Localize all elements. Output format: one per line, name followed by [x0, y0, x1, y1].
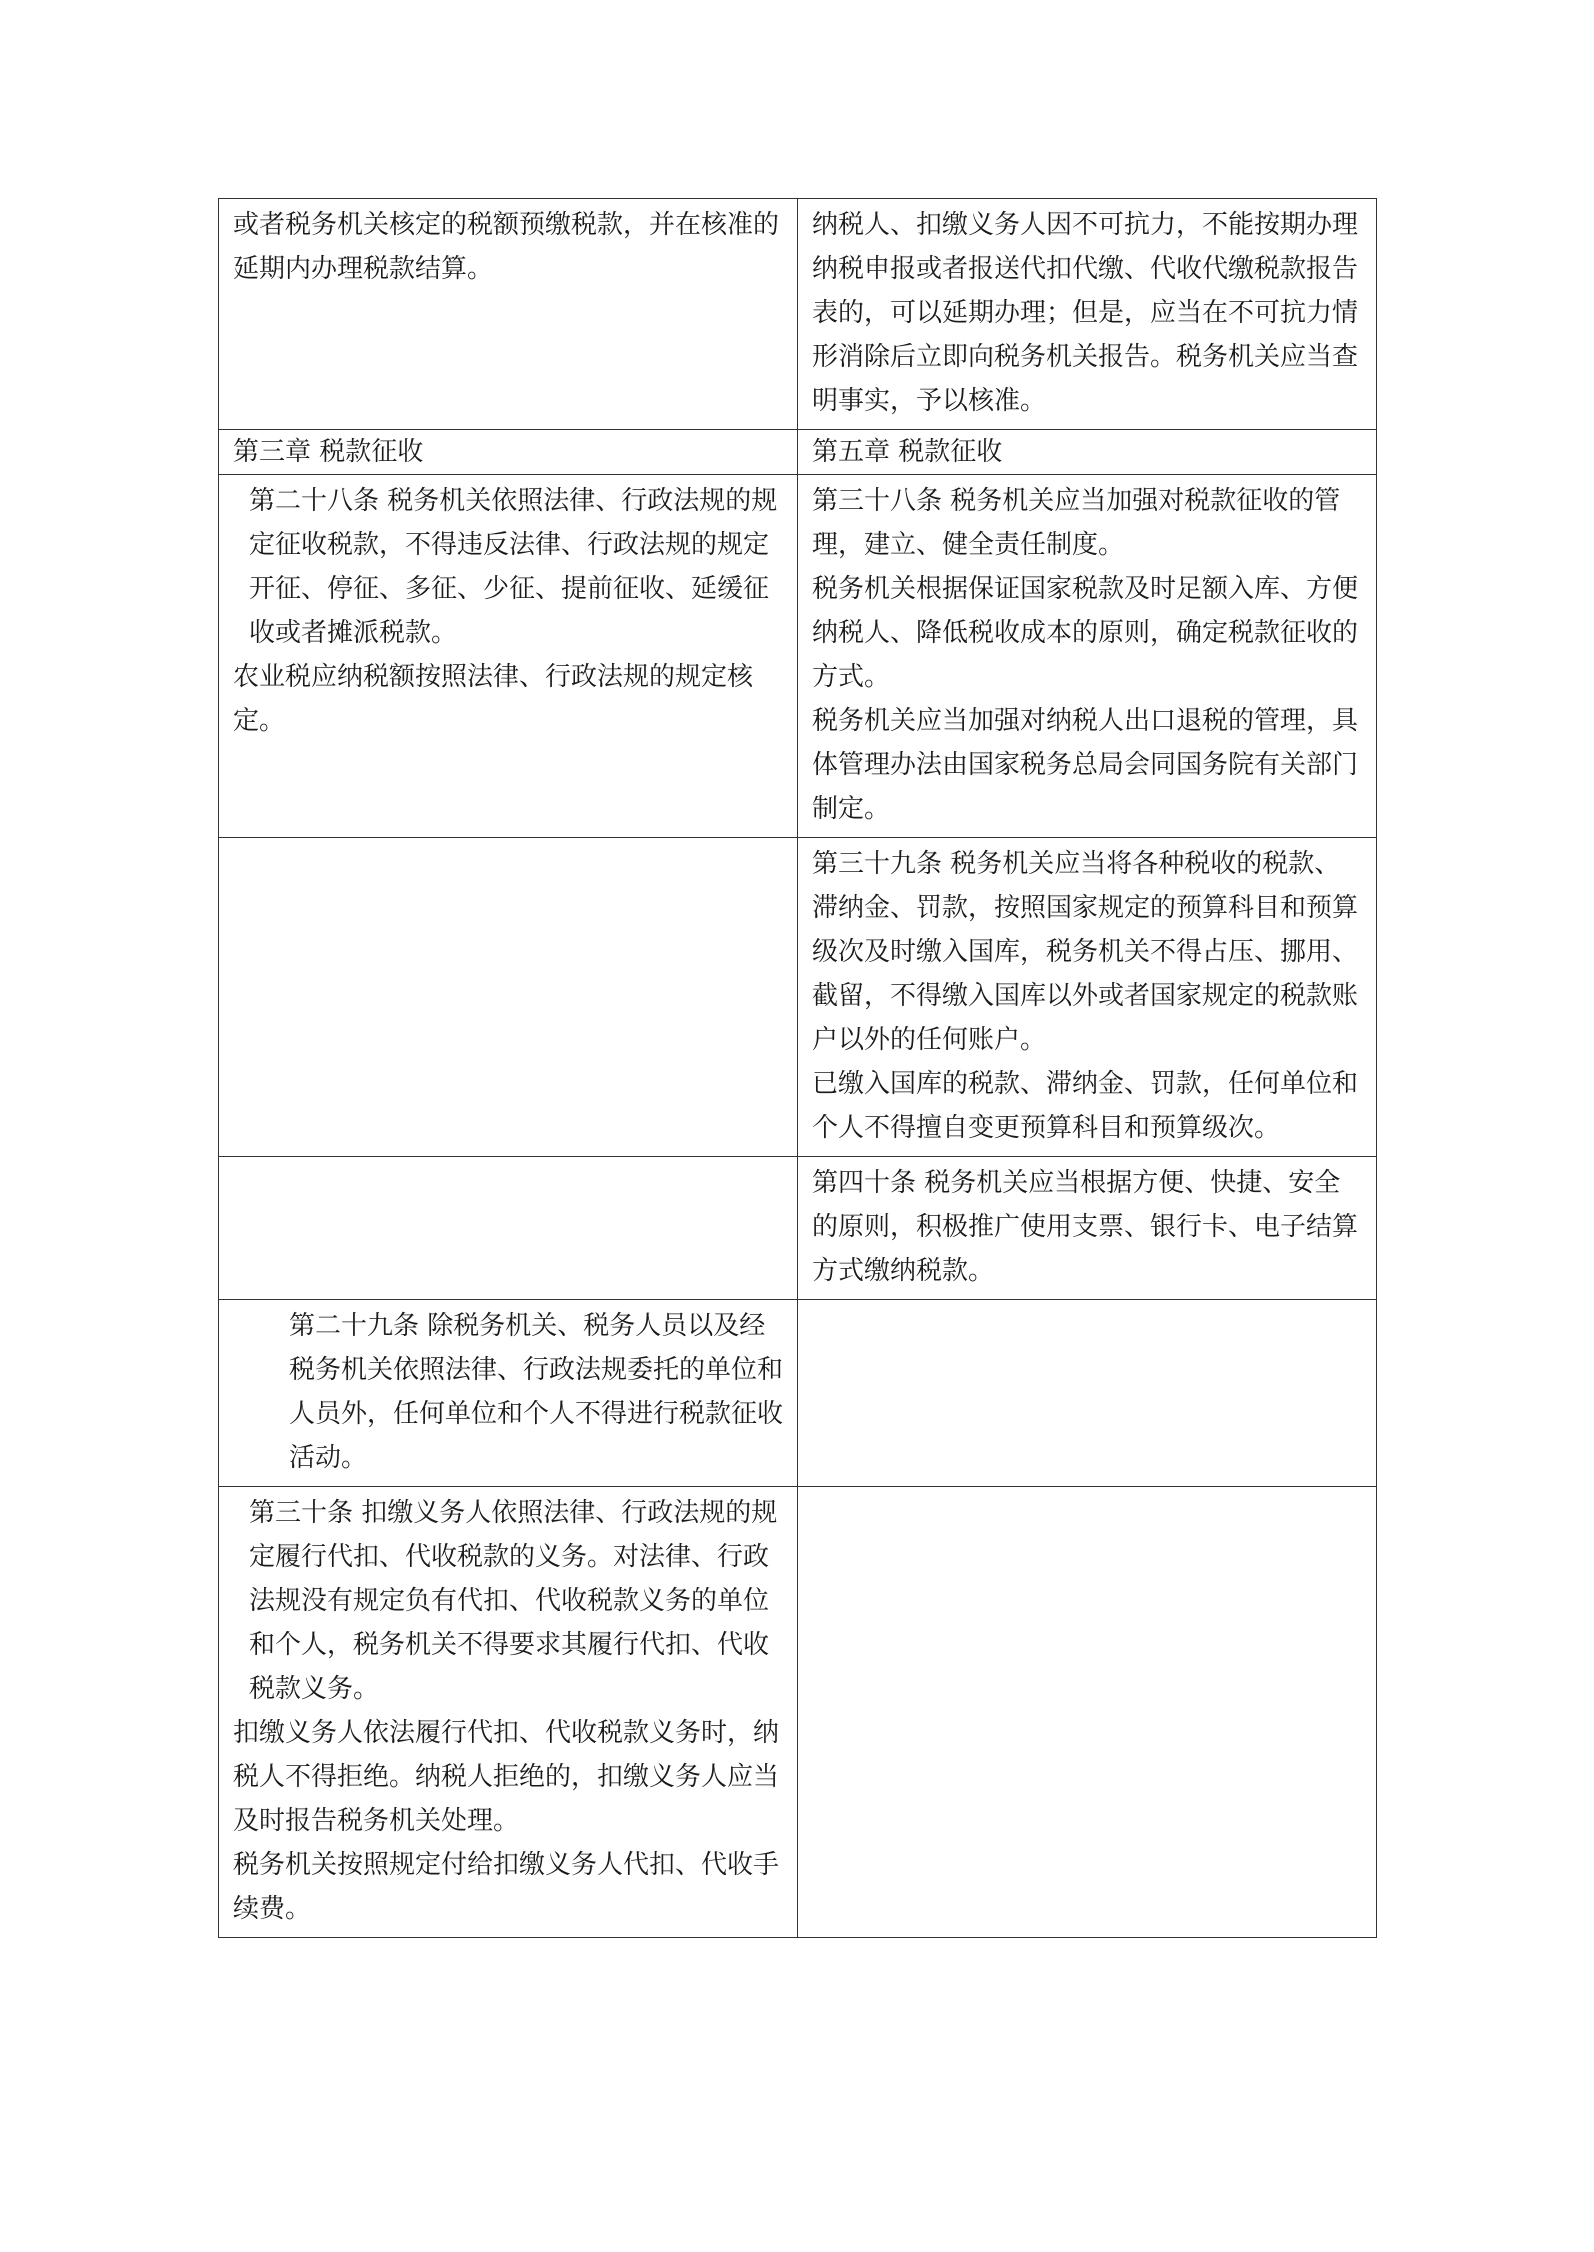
article-29-paragraph: 第二十九条 除税务机关、税务人员以及经税务机关依照法律、行政法规委托的单位和人员外，任何单位和个人不得进行税款征收活动。: [289, 1311, 784, 1473]
new-law-chapter-heading: [798, 430, 1377, 475]
old-law-cell: [219, 475, 798, 838]
table-row: [219, 1300, 1377, 1487]
new-law-cell: [798, 199, 1377, 430]
old-law-cell: [219, 199, 798, 430]
chapter-title: 第三章 税款征收: [233, 437, 424, 467]
new-law-cell: [798, 475, 1377, 838]
article-28-paragraph: 农业税应纳税额按照法律、行政法规的规定核定。: [233, 662, 754, 736]
article-28-paragraph: 第二十八条 税务机关依照法律、行政法规的规定征收税款，不得违反法律、行政法规的规定开征、停征、多征、少征、提前征收、延缓征收或者摊派税款。: [249, 486, 778, 648]
chapter-title: 第五章 税款征收: [812, 437, 1003, 467]
article-38-paragraph: 税务机关根据保证国家税款及时足额入库、方便纳税人、降低税收成本的原则，确定税款征收的方式。: [812, 574, 1359, 692]
table-row: [219, 1487, 1377, 1938]
article-38-paragraph: 税务机关应当加强对纳税人出口退税的管理，具体管理办法由国家税务总局会同国务院有关部门制定。: [812, 706, 1359, 824]
new-law-cell: [798, 1157, 1377, 1300]
old-law-cell: [219, 1300, 798, 1487]
table-row: [219, 199, 1377, 430]
new-law-cell-empty: [798, 1487, 1377, 1938]
old-law-cell: [219, 1487, 798, 1938]
article-39-paragraph: 已缴入国库的税款、滞纳金、罚款，任何单位和个人不得擅自变更预算科目和预算级次。: [812, 1069, 1359, 1143]
article-38-paragraph: 第三十八条 税务机关应当加强对税款征收的管理，建立、健全责任制度。: [812, 486, 1341, 560]
new-law-paragraph: 纳税人、扣缴义务人因不可抗力，不能按期办理纳税申报或者报送代扣代缴、代收代缴税款报告表的，可以延期办理；但是，应当在不可抗力情形消除后立即向税务机关报告。税务机关应当查明事实，予以核准。: [812, 210, 1359, 416]
article-39-paragraph: 第三十九条 税务机关应当将各种税收的税款、滞纳金、罚款，按照国家规定的预算科目和预算级次及时缴入国库，税务机关不得占压、挪用、截留，不得缴入国库以外或者国家规定的税款账户以外的任何账户。: [812, 849, 1359, 1055]
chapter-heading-row: [219, 430, 1377, 475]
table-row: [219, 475, 1377, 838]
article-40-paragraph: 第四十条 税务机关应当根据方便、快捷、安全的原则，积极推广使用支票、银行卡、电子结算方式缴纳税款。: [812, 1168, 1359, 1286]
article-30-paragraph: 第三十条 扣缴义务人依照法律、行政法规的规定履行代扣、代收税款的义务。对法律、行政法规没有规定负有代扣、代收税款义务的单位和个人，税务机关不得要求其履行代扣、代收税款义务。: [249, 1498, 778, 1704]
old-law-cell-empty: [219, 838, 798, 1157]
article-30-paragraph: 扣缴义务人依法履行代扣、代收税款义务时，纳税人不得拒绝。纳税人拒绝的，扣缴义务人应当及时报告税务机关处理。: [233, 1718, 780, 1836]
new-law-cell-empty: [798, 1300, 1377, 1487]
old-law-cell-empty: [219, 1157, 798, 1300]
old-law-paragraph: 或者税务机关核定的税额预缴税款，并在核准的延期内办理税款结算。: [233, 210, 780, 284]
article-30-paragraph: 税务机关按照规定付给扣缴义务人代扣、代收手续费。: [233, 1850, 780, 1924]
table-row: [219, 1157, 1377, 1300]
table-row: [219, 838, 1377, 1157]
new-law-cell: [798, 838, 1377, 1157]
comparison-table: [218, 198, 1377, 1938]
old-law-chapter-heading: [219, 430, 798, 475]
